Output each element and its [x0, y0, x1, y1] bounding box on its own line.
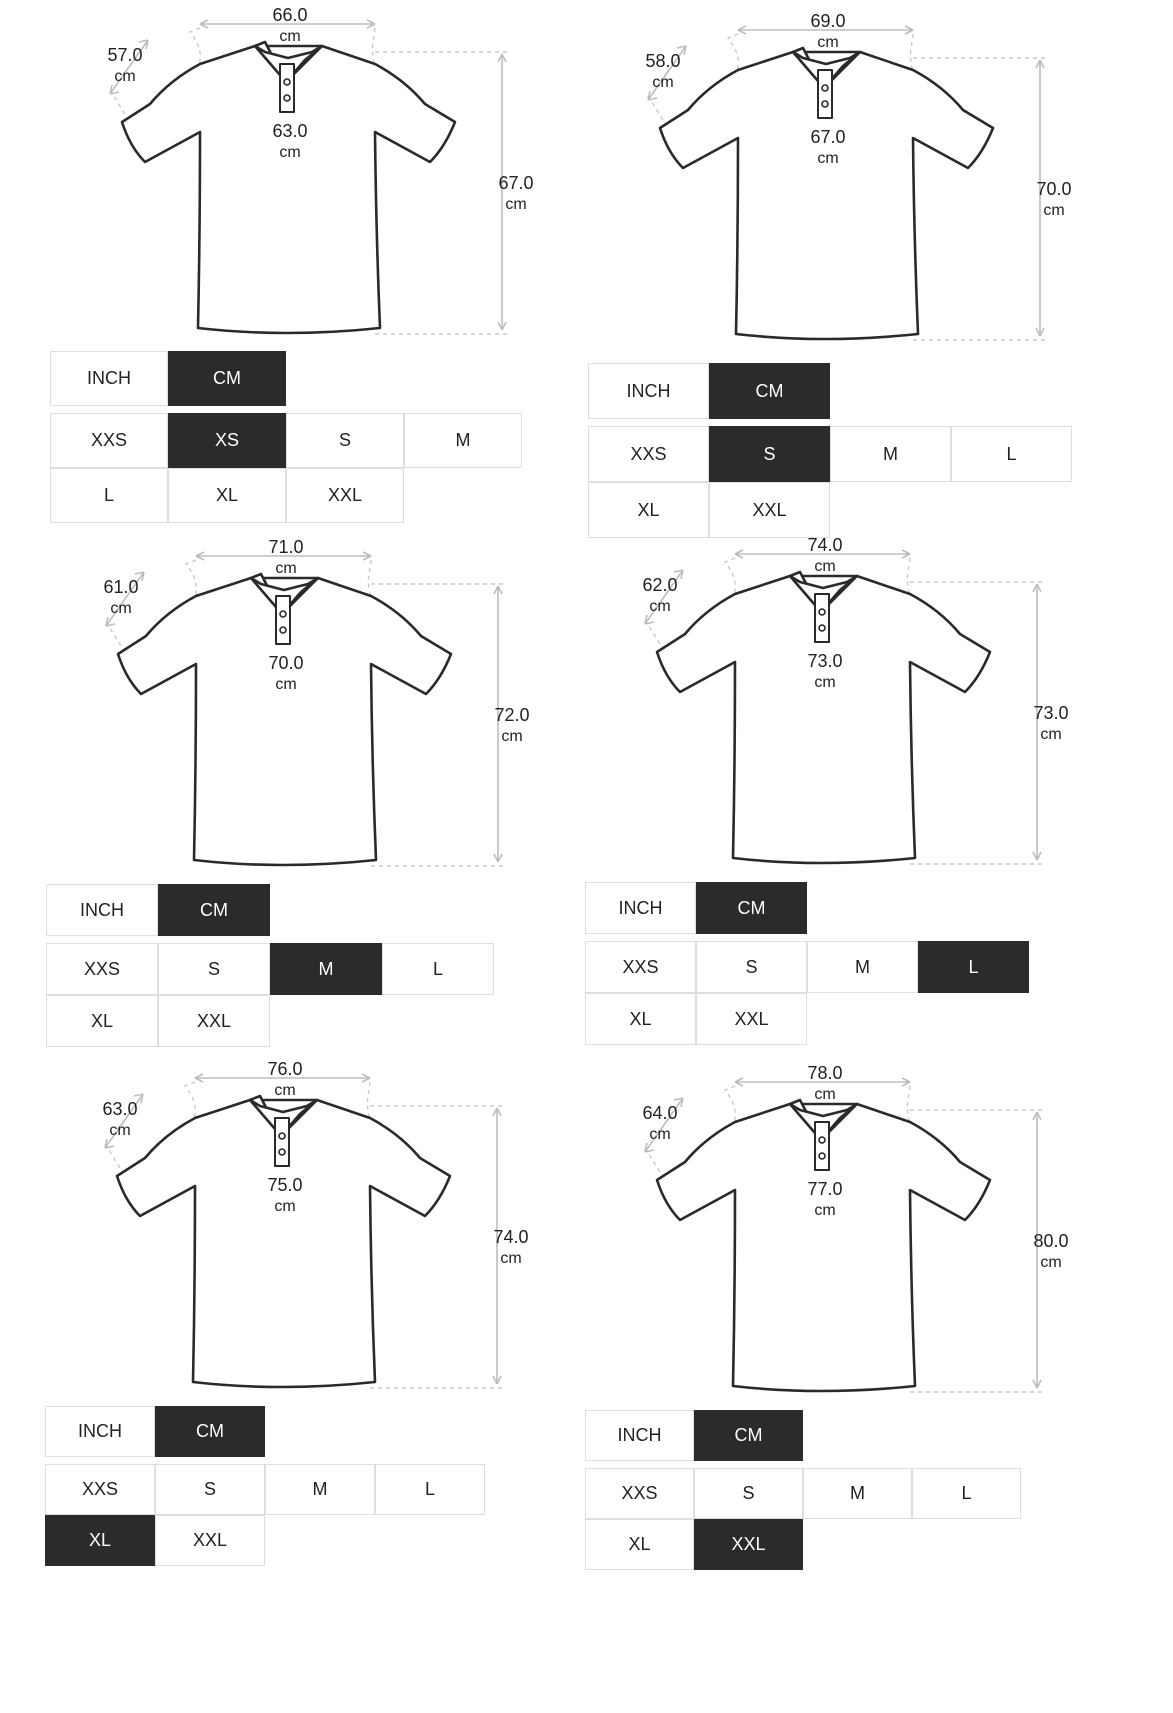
sleeve-value: 64.0: [642, 1103, 678, 1123]
chest-value: 75.0: [267, 1175, 303, 1195]
shoulder-value: 66.0: [272, 5, 308, 25]
length-unit: cm: [505, 196, 527, 213]
chest-unit: cm: [814, 1202, 836, 1219]
size-option-xxl[interactable]: XXL: [696, 993, 807, 1045]
length-unit: cm: [1040, 1254, 1062, 1271]
shoulder-measurement: [251, 536, 321, 580]
shoulder-measurement: [250, 1058, 320, 1102]
chest-unit: cm: [275, 676, 297, 693]
sleeve-measurement: [91, 576, 151, 620]
size-option-xxs[interactable]: XXS: [50, 413, 168, 468]
size-option-s[interactable]: S: [709, 426, 830, 482]
unit-option-inch[interactable]: INCH: [46, 884, 158, 936]
placket: [815, 594, 829, 642]
chest-measurement: [255, 120, 325, 164]
shoulder-unit: cm: [817, 34, 839, 51]
size-option-xs[interactable]: XS: [168, 413, 286, 468]
unit-option-cm[interactable]: CM: [155, 1406, 265, 1457]
shoulder-measurement: [790, 534, 860, 578]
length-value: 74.0: [493, 1227, 529, 1247]
sleeve-value: 57.0: [107, 45, 143, 65]
size-option-l[interactable]: L: [375, 1464, 485, 1515]
size-option-m[interactable]: M: [807, 941, 918, 993]
sleeve-unit: cm: [114, 68, 136, 85]
size-option-xxl[interactable]: XXL: [709, 482, 830, 538]
chest-measurement: [790, 1178, 860, 1222]
chest-value: 67.0: [810, 127, 846, 147]
shoulder-unit: cm: [814, 1086, 836, 1103]
size-option-xl[interactable]: XL: [585, 1519, 694, 1570]
chest-measurement: [251, 652, 321, 696]
length-value: 80.0: [1033, 1231, 1069, 1251]
size-option-l[interactable]: L: [951, 426, 1072, 482]
size-option-xl[interactable]: XL: [588, 482, 709, 538]
sleeve-unit: cm: [110, 600, 132, 617]
size-option-l[interactable]: L: [918, 941, 1029, 993]
sleeve-value: 62.0: [642, 575, 678, 595]
chest-unit: cm: [274, 1198, 296, 1215]
length-unit: cm: [500, 1250, 522, 1267]
size-option-l[interactable]: L: [912, 1468, 1021, 1519]
shoulder-value: 71.0: [268, 537, 304, 557]
placket: [280, 64, 294, 112]
shoulder-measurement: [255, 4, 325, 48]
size-option-xl[interactable]: XL: [46, 995, 158, 1047]
size-option-l[interactable]: L: [382, 943, 494, 995]
length-measurement: [1021, 702, 1081, 746]
length-value: 70.0: [1036, 179, 1072, 199]
sleeve-value: 58.0: [645, 51, 681, 71]
unit-option-inch[interactable]: INCH: [588, 363, 709, 419]
chest-unit: cm: [814, 674, 836, 691]
placket: [276, 596, 290, 644]
size-option-s[interactable]: S: [286, 413, 404, 468]
length-measurement: [481, 1226, 541, 1270]
size-option-s[interactable]: S: [155, 1464, 265, 1515]
sleeve-measurement: [630, 574, 690, 618]
chest-measurement: [793, 126, 863, 170]
shoulder-unit: cm: [274, 1082, 296, 1099]
chest-unit: cm: [279, 144, 301, 161]
size-option-xxs[interactable]: XXS: [585, 941, 696, 993]
chest-value: 73.0: [807, 651, 843, 671]
size-option-xl[interactable]: XL: [168, 468, 286, 523]
size-option-xxs[interactable]: XXS: [588, 426, 709, 482]
size-option-xxs[interactable]: XXS: [46, 943, 158, 995]
size-option-xl[interactable]: XL: [585, 993, 696, 1045]
sleeve-value: 61.0: [103, 577, 139, 597]
shoulder-unit: cm: [275, 560, 297, 577]
placket: [275, 1118, 289, 1166]
chest-value: 63.0: [272, 121, 308, 141]
unit-option-inch[interactable]: INCH: [45, 1406, 155, 1457]
unit-option-cm[interactable]: CM: [694, 1410, 803, 1461]
size-option-m[interactable]: M: [265, 1464, 375, 1515]
size-option-xxs[interactable]: XXS: [585, 1468, 694, 1519]
size-option-m[interactable]: M: [270, 943, 382, 995]
placket: [818, 70, 832, 118]
unit-option-cm[interactable]: CM: [168, 351, 286, 406]
size-option-l[interactable]: L: [50, 468, 168, 523]
chest-measurement: [250, 1174, 320, 1218]
unit-option-inch[interactable]: INCH: [585, 882, 696, 934]
sleeve-value: 63.0: [102, 1099, 138, 1119]
length-unit: cm: [1040, 726, 1062, 743]
size-option-xxl[interactable]: XXL: [155, 1515, 265, 1566]
size-option-xl[interactable]: XL: [45, 1515, 155, 1566]
size-option-xxl[interactable]: XXL: [694, 1519, 803, 1570]
length-unit: cm: [501, 728, 523, 745]
sleeve-unit: cm: [649, 1126, 671, 1143]
length-measurement: [482, 704, 542, 748]
size-option-s[interactable]: S: [158, 943, 270, 995]
chest-unit: cm: [817, 150, 839, 167]
sleeve-unit: cm: [649, 598, 671, 615]
size-option-xxl[interactable]: XXL: [158, 995, 270, 1047]
chest-value: 77.0: [807, 1179, 843, 1199]
size-option-s[interactable]: S: [694, 1468, 803, 1519]
shoulder-measurement: [793, 10, 863, 54]
placket: [815, 1122, 829, 1170]
length-value: 67.0: [498, 173, 534, 193]
sleeve-measurement: [90, 1098, 150, 1142]
shoulder-measurement: [790, 1062, 860, 1106]
length-measurement: [1021, 1230, 1081, 1274]
chest-value: 70.0: [268, 653, 304, 673]
shoulder-unit: cm: [814, 558, 836, 575]
sleeve-measurement: [633, 50, 693, 94]
sleeve-measurement: [630, 1102, 690, 1146]
size-option-m[interactable]: M: [830, 426, 951, 482]
shoulder-unit: cm: [279, 28, 301, 45]
length-value: 72.0: [494, 705, 530, 725]
unit-option-cm[interactable]: CM: [158, 884, 270, 936]
unit-option-inch[interactable]: INCH: [50, 351, 168, 406]
shoulder-value: 69.0: [810, 11, 846, 31]
chest-measurement: [790, 650, 860, 694]
unit-option-inch[interactable]: INCH: [585, 1410, 694, 1461]
unit-option-cm[interactable]: CM: [696, 882, 807, 934]
length-measurement: [486, 172, 546, 216]
sleeve-measurement: [95, 44, 155, 88]
size-option-xxs[interactable]: XXS: [45, 1464, 155, 1515]
shoulder-value: 78.0: [807, 1063, 843, 1083]
length-unit: cm: [1043, 202, 1065, 219]
sleeve-unit: cm: [109, 1122, 131, 1139]
shoulder-value: 76.0: [267, 1059, 303, 1079]
size-option-m[interactable]: M: [803, 1468, 912, 1519]
length-measurement: [1024, 178, 1084, 222]
shoulder-value: 74.0: [807, 535, 843, 555]
size-option-s[interactable]: S: [696, 941, 807, 993]
size-option-xxl[interactable]: XXL: [286, 468, 404, 523]
sleeve-unit: cm: [652, 74, 674, 91]
unit-option-cm[interactable]: CM: [709, 363, 830, 419]
length-value: 73.0: [1033, 703, 1069, 723]
size-option-m[interactable]: M: [404, 413, 522, 468]
